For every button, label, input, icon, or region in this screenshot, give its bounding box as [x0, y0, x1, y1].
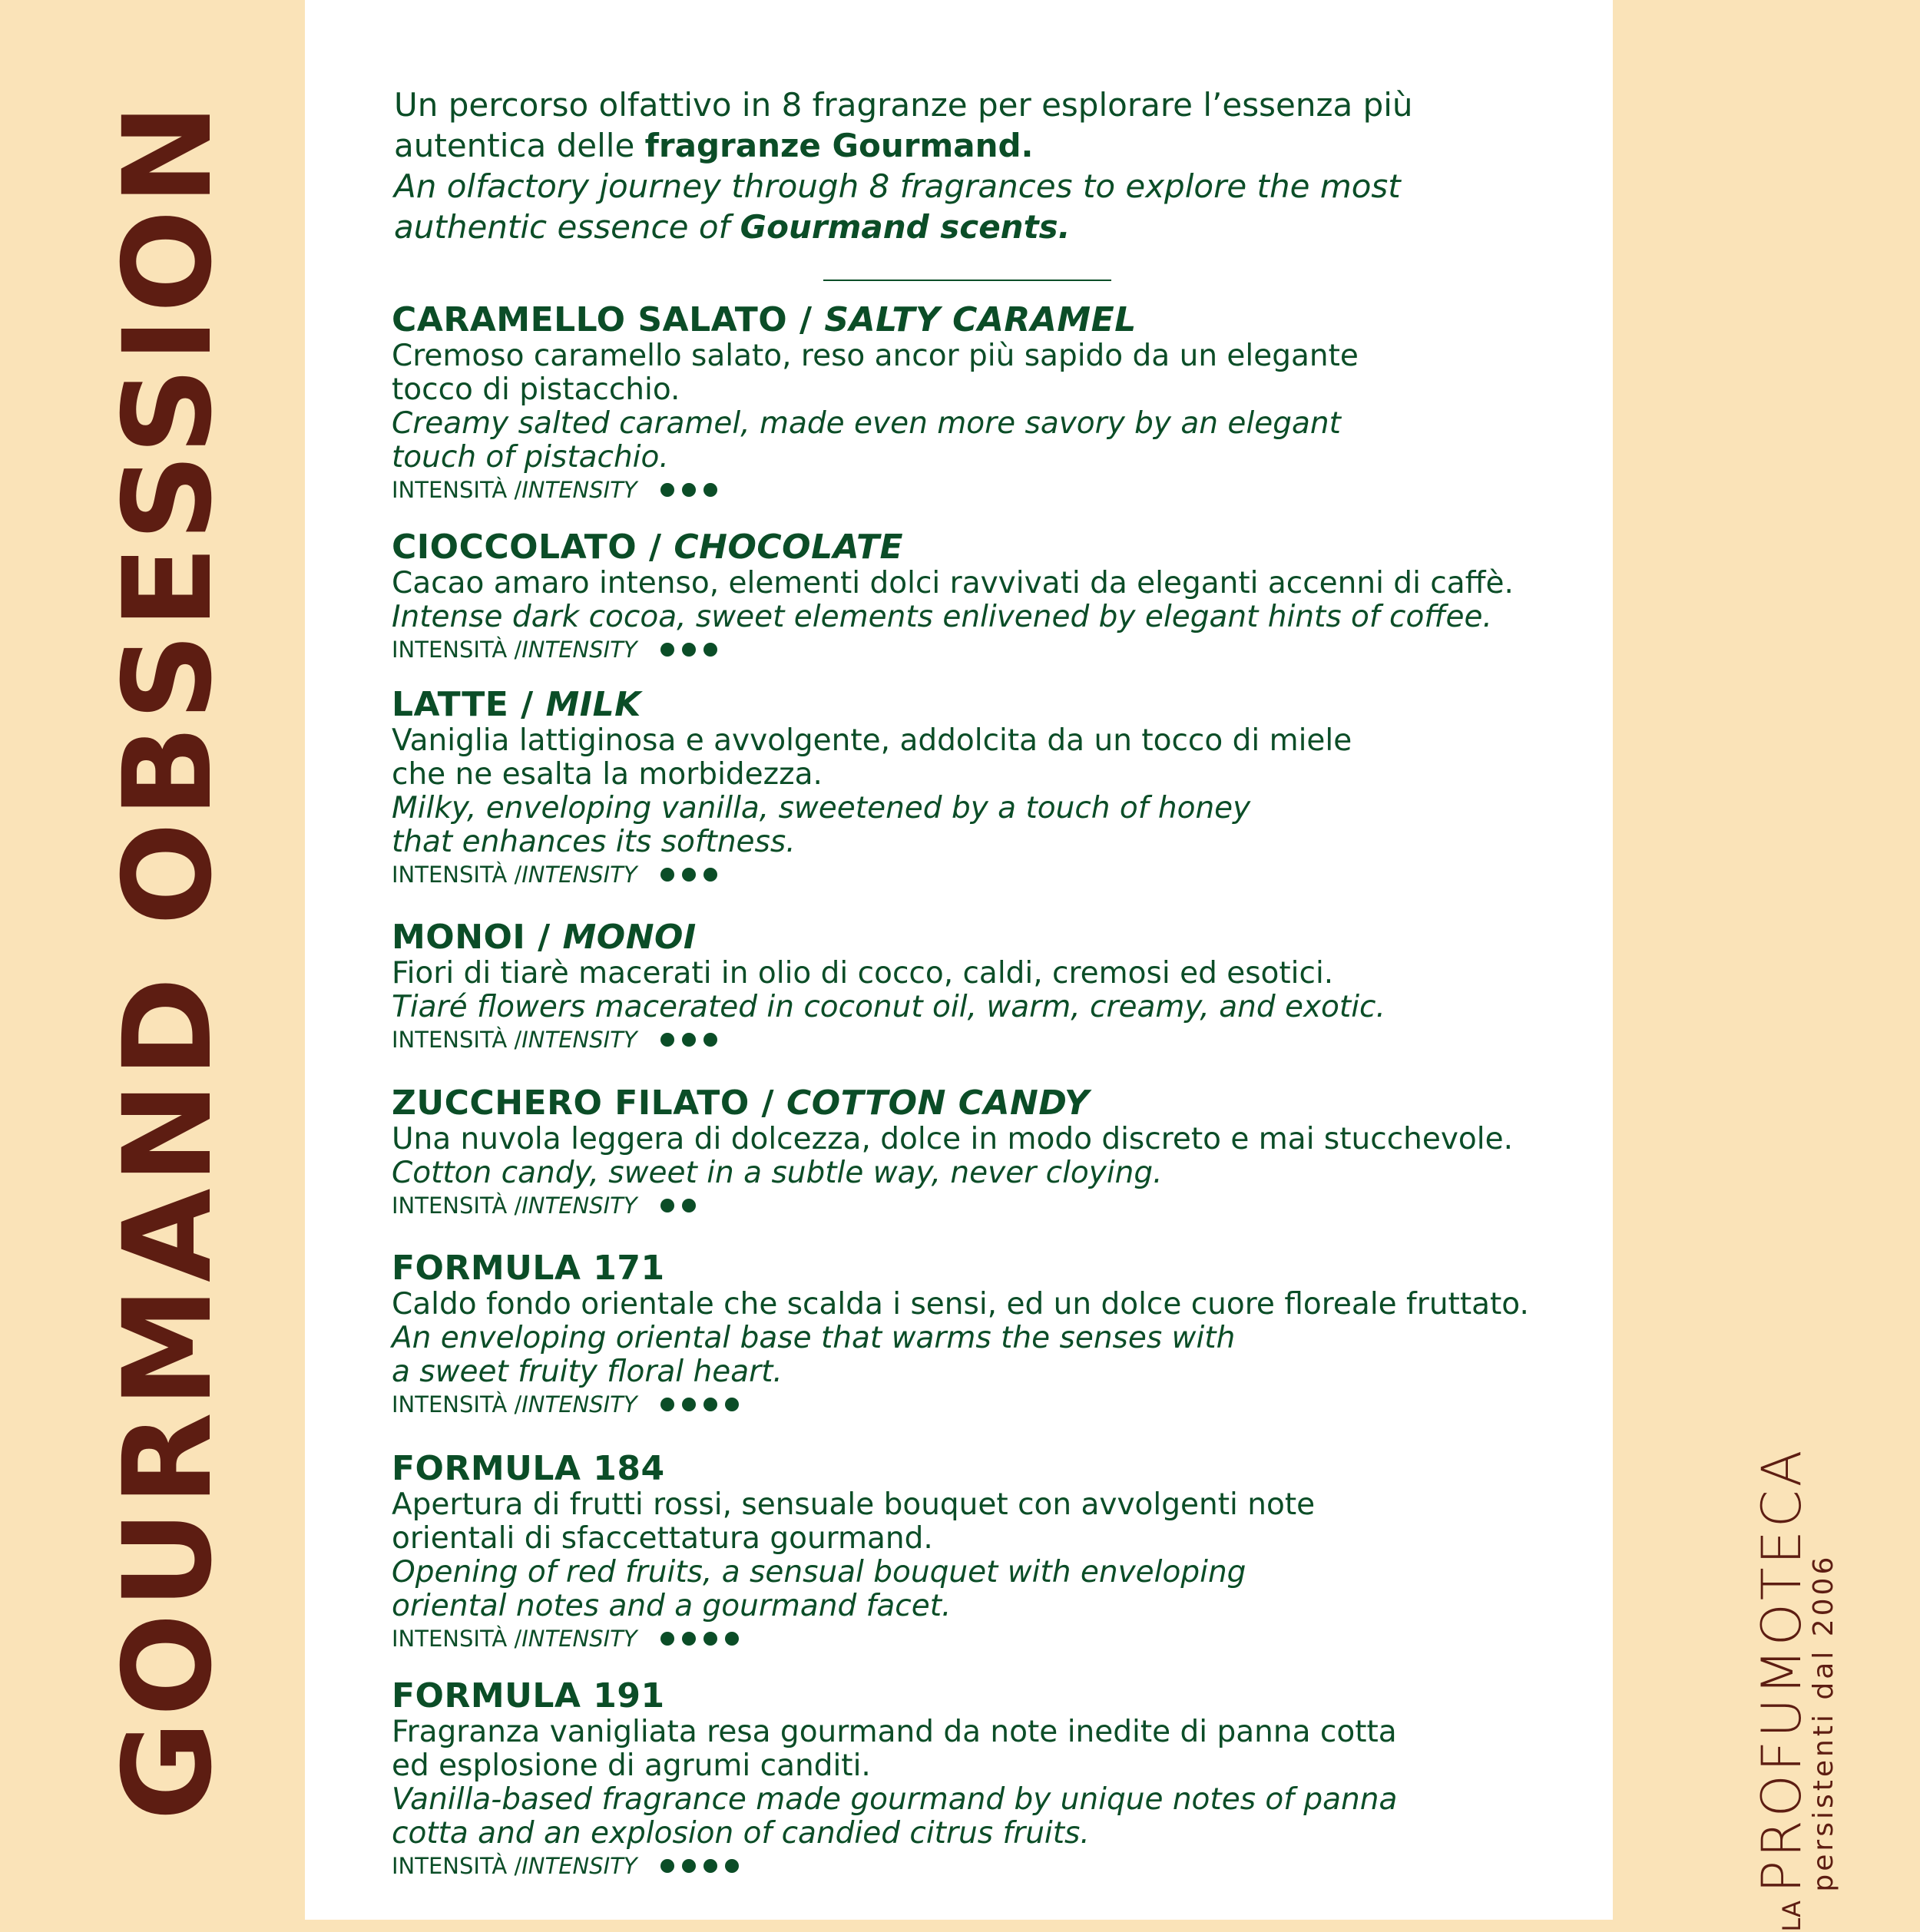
product-desc-it: che ne esalta la morbidezza. [392, 757, 823, 792]
product-desc-it: Vaniglia lattiginosa e avvolgente, addolcita da un tocco di miele [392, 723, 1352, 758]
intensity-label-it: INTENSITÀ / [392, 1193, 522, 1219]
product-desc-it: Caldo fondo orientale che scalda i sensi, ed un dolce cuore floreale fruttato. [392, 1287, 1529, 1322]
product-desc-it: Cacao amaro intenso, elementi dolci ravvivati da eleganti accenni di caffè. [392, 566, 1514, 600]
intensity-row [392, 1024, 1590, 1055]
intensity-label-en: INTENSITY [521, 1853, 637, 1879]
intensity-row [392, 475, 1590, 505]
intensity-dot [703, 868, 717, 882]
intensity-dot [725, 1398, 739, 1411]
intensity-dot [660, 483, 674, 497]
intensity-label-it: INTENSITÀ / [392, 1027, 522, 1053]
product-desc-it: Una nuvola leggera di dolcezza, dolce in modo discreto e mai stucchevole. [392, 1122, 1514, 1156]
product-desc-en: Tiaré flowers macerated in coconut oil, warm, creamy, and exotic. [392, 990, 1385, 1024]
intensity-dots [660, 643, 717, 657]
product-name [392, 1249, 1590, 1288]
product-item [392, 1249, 1590, 1420]
intensity-label-en: INTENSITY [521, 1193, 637, 1219]
product-name [392, 918, 1590, 957]
product-desc-en: Milky, enveloping vanilla, sweetened by a touch of honey [392, 791, 1251, 825]
product-item [392, 686, 1590, 890]
intensity-label-it: INTENSITÀ / [392, 477, 522, 503]
product-desc-en: oriental notes and a gourmand facet. [392, 1589, 952, 1623]
product-item [392, 1084, 1590, 1221]
intensity-dot [725, 1632, 739, 1646]
intro-it-bold: fragranze Gourmand. [644, 127, 1034, 164]
product-name-it: FORMULA 191 [392, 1676, 665, 1715]
product-item [392, 301, 1590, 505]
product-desc-it: Apertura di frutti rossi, sensuale bouquet con avvolgenti note [392, 1487, 1316, 1522]
product-item [392, 1677, 1590, 1881]
intensity-dots [660, 1033, 717, 1047]
product-name-it: CIOCCOLATO / [392, 528, 674, 567]
intro-en-prefix: authentic essence of [394, 208, 740, 246]
product-name-it: CARAMELLO SALATO / [392, 300, 825, 339]
product-desc-en: An enveloping oriental base that warms the senses with [392, 1321, 1236, 1355]
intensity-dot [682, 868, 696, 882]
intensity-label-it: INTENSITÀ / [392, 1626, 522, 1652]
intensity-label-it: INTENSITÀ / [392, 862, 522, 888]
intensity-dot [725, 1859, 739, 1873]
intensity-label-en: INTENSITY [521, 862, 637, 888]
product-item [392, 1450, 1590, 1654]
product-name-it: FORMULA 171 [392, 1249, 665, 1288]
brand-logo [1750, 1447, 1839, 1932]
product-desc-en: Creamy salted caramel, made even more savory by an elegant [392, 406, 1341, 441]
intensity-dot [682, 1398, 696, 1411]
product-name-it: ZUCCHERO FILATO / [392, 1083, 786, 1123]
intensity-dots [660, 1859, 739, 1873]
intensity-dot [660, 1033, 674, 1047]
product-name [392, 1677, 1590, 1715]
intensity-dot [682, 1199, 696, 1212]
intro-en-line2 [394, 207, 1561, 247]
intensity-dot [703, 1632, 717, 1646]
divider [823, 280, 1111, 281]
product-name-en: MONOI [562, 918, 697, 957]
intro-text [394, 84, 1561, 247]
intensity-dot [660, 1398, 674, 1411]
intensity-row [392, 1623, 1590, 1654]
intro-it-prefix: autentica delle [394, 127, 645, 164]
intensity-label-en: INTENSITY [521, 1027, 637, 1053]
intensity-row [392, 859, 1590, 890]
product-desc-en: Cotton candy, sweet in a subtle way, never cloying. [392, 1156, 1163, 1190]
intensity-label-en: INTENSITY [521, 637, 637, 663]
product-desc-it: ed esplosione di agrumi canditi. [392, 1748, 871, 1783]
intensity-dot [703, 1033, 717, 1047]
product-name-it: LATTE / [392, 685, 546, 724]
intensity-dot [660, 868, 674, 882]
product-name [392, 528, 1590, 567]
intensity-row [392, 1851, 1590, 1881]
product-desc-it: Fiori di tiarè macerati in olio di cocco, caldi, cremosi ed esotici. [392, 956, 1334, 991]
intensity-dot [703, 643, 717, 657]
intensity-dot [682, 1859, 696, 1873]
intensity-dot [660, 643, 674, 657]
product-desc-it: orientali di sfaccettatura gourmand. [392, 1521, 933, 1556]
product-name-en: COTTON CANDY [786, 1083, 1090, 1123]
intensity-dot [660, 1199, 674, 1212]
intro-it-line2 [394, 125, 1561, 166]
intensity-label-en: INTENSITY [521, 477, 637, 503]
intensity-label-it: INTENSITÀ / [392, 1853, 522, 1879]
logo-tagline: persistenti dal 2006 [1808, 1553, 1839, 1892]
intensity-dots [660, 1199, 696, 1212]
product-desc-it: Cremoso caramello salato, reso ancor più sapido da un elegante [392, 339, 1359, 373]
intensity-label-en: INTENSITY [521, 1391, 637, 1418]
intensity-dot [703, 1859, 717, 1873]
intensity-label-it: INTENSITÀ / [392, 637, 522, 663]
product-desc-en: Opening of red fruits, a sensual bouquet with enveloping [392, 1555, 1246, 1590]
intensity-label-it: INTENSITÀ / [392, 1391, 522, 1418]
intro-it-line1: Un percorso olfattivo in 8 fragranze per esplorare l’essenza più [394, 86, 1413, 124]
product-name-it: FORMULA 184 [392, 1449, 665, 1488]
intensity-dots [660, 868, 717, 882]
intensity-dot [682, 483, 696, 497]
product-desc-en: that enhances its softness. [392, 825, 796, 859]
intensity-dot [703, 1398, 717, 1411]
intensity-label-en: INTENSITY [521, 1626, 637, 1652]
intro-en-bold: Gourmand scents. [740, 208, 1071, 246]
product-desc-it: tocco di pistacchio. [392, 372, 680, 407]
intro-en-line1: An olfactory journey through 8 fragrances to explore the most [394, 167, 1401, 205]
product-name-en: SALTY CARAMEL [824, 300, 1137, 339]
intensity-dot [682, 643, 696, 657]
product-desc-en: cotta and an explosion of candied citrus fruits. [392, 1816, 1090, 1851]
product-name [392, 1084, 1590, 1123]
intensity-row [392, 1190, 1590, 1221]
intensity-dots [660, 483, 717, 497]
product-item [392, 528, 1590, 665]
intensity-row [392, 1389, 1590, 1420]
product-name [392, 1450, 1590, 1488]
intensity-dot [660, 1632, 674, 1646]
product-desc-en: Intense dark cocoa, sweet elements enlivened by elegant hints of coffee. [392, 600, 1492, 634]
logo-main [1750, 1447, 1813, 1932]
product-desc-it: Fragranza vanigliata resa gourmand da note inedite di panna cotta [392, 1715, 1397, 1749]
logo-name: PROFUMOTECA [1750, 1447, 1813, 1894]
product-name-it: MONOI / [392, 918, 563, 957]
product-desc-en: touch of pistachio. [392, 440, 669, 475]
product-desc-en: Vanilla-based fragrance made gourmand by unique notes of panna [392, 1782, 1398, 1817]
logo-prefix: LA [1777, 1901, 1806, 1932]
product-name [392, 301, 1590, 339]
product-desc-en: a sweet fruity floral heart. [392, 1355, 783, 1389]
intensity-row [392, 634, 1590, 665]
intensity-dots [660, 1632, 739, 1646]
intensity-dot [682, 1033, 696, 1047]
vertical-title: GOURMAND OBSESSION [98, 98, 239, 1821]
product-item [392, 918, 1590, 1055]
intensity-dots [660, 1398, 739, 1411]
intensity-dot [682, 1632, 696, 1646]
product-name-en: MILK [545, 685, 641, 724]
product-name [392, 686, 1590, 724]
intensity-dot [703, 483, 717, 497]
intensity-dot [660, 1859, 674, 1873]
product-name-en: CHOCOLATE [674, 528, 904, 567]
